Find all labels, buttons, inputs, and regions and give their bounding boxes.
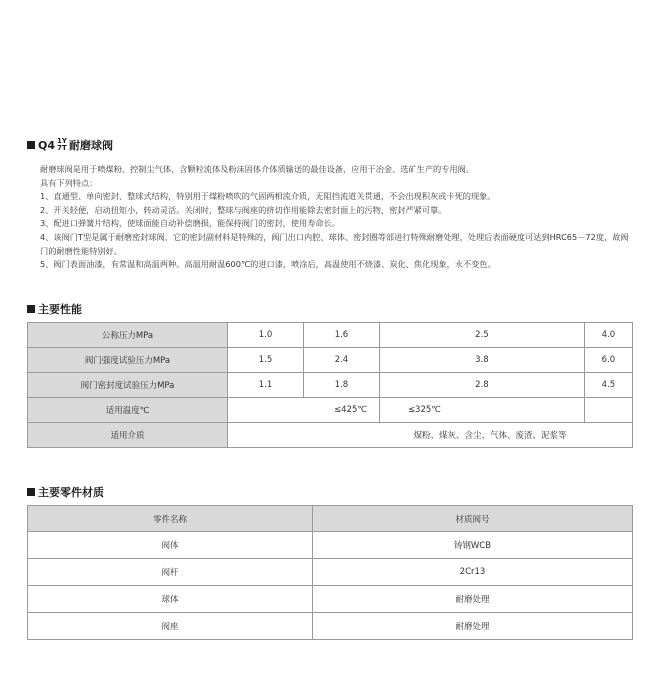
performance-table <box>27 322 633 448</box>
intro-text: 耐磨球阀是用于喷煤粉、控制尘气体、含颗粒流体及粉沫固体介体质输送的最佳设备，应用于冶金、选矿生产的专用阀。 <box>40 164 474 174</box>
table-cell: 1.0 <box>228 323 304 348</box>
table-row <box>28 323 633 348</box>
feature-item: 2、开关轻便，启动扭矩小，转动灵活。关闭时，整球与阀座的挤切作用能除去密封面上的污物，密封严紧可靠。 <box>40 204 447 215</box>
table-cell: 球体 <box>28 586 313 613</box>
table-row <box>28 613 633 640</box>
table-row <box>28 559 633 586</box>
table-cell: 1.5 <box>228 348 304 373</box>
table-cell: 2.8 <box>379 373 584 398</box>
table-cell: 耐磨处理 <box>313 613 633 640</box>
table-cell: 4.5 <box>584 373 632 398</box>
model-fraction <box>57 138 67 152</box>
valve-description <box>40 163 635 272</box>
table-cell: 1.8 <box>303 373 379 398</box>
table-row <box>28 373 633 398</box>
feature-item: 5、阀门表面油漆，有常温和高温两种。高温用耐温600℃的进口漆，喷涂后，高温使用不烧漆、炭化、焦化现象，永不变色。 <box>40 259 496 270</box>
table-cell: 6.0 <box>584 348 632 373</box>
performance-title: 主要性能 <box>38 303 82 316</box>
table-cell: 耐磨处理 <box>313 586 633 613</box>
table-cell: 2Cr13 <box>313 559 633 586</box>
valve-title: 耐磨球阀 <box>68 139 113 152</box>
table-header-row <box>28 506 633 532</box>
table-row <box>28 398 633 423</box>
row-label: 阀门强度试验压力MPa <box>28 348 228 373</box>
table-cell: 阀体 <box>28 532 313 559</box>
valve-section-title <box>27 137 113 153</box>
row-label: 适用介质 <box>28 423 228 448</box>
table-cell: 1.1 <box>228 373 304 398</box>
table-cell: ≤425℃ <box>228 398 380 423</box>
model-fraction-top: 1Y <box>57 137 67 145</box>
table-cell: 2.5 <box>379 323 584 348</box>
parts-section-title <box>27 484 104 500</box>
table-cell: 阀座 <box>28 613 313 640</box>
section-bullet-icon <box>27 141 35 149</box>
table-row <box>28 586 633 613</box>
model-prefix: Q4 <box>38 138 56 152</box>
table-row <box>28 423 633 448</box>
feature-item: 4、该阀门T型是属于耐磨密封球阀，它的密封副材料是特殊的，阀门出口内腔、球体、密封圈等部进行特殊耐磨处理，处理后表面硬度可达到HRC65－72度，故阀门的耐磨性能特别好。 <box>40 231 629 256</box>
table-cell: 4.0 <box>584 323 632 348</box>
table-cell <box>584 398 632 423</box>
table-cell: ≤325℃ <box>379 398 584 423</box>
row-label: 公称压力MPa <box>28 323 228 348</box>
table-cell: 3.8 <box>379 348 584 373</box>
feature-item: 3、配进口弹簧片结构，使球面能自动补偿磨损，能保持阀门的密封，使用寿命长。 <box>40 218 340 229</box>
feature-item: 1、直通型、单向密封、整球式结构，特别用于煤粉喷吹的气固两相流介质，无阻挡流道关贯通，不会出现积灰或卡死的现象。 <box>40 191 496 202</box>
section-bullet-icon <box>27 305 35 313</box>
parts-table <box>27 505 633 640</box>
column-header: 材质阀号 <box>313 506 633 532</box>
row-label: 阀门密封度试验压力MPa <box>28 373 228 398</box>
parts-title: 主要零件材质 <box>38 486 104 499</box>
table-row <box>28 532 633 559</box>
table-cell: 1.6 <box>303 323 379 348</box>
table-row <box>28 348 633 373</box>
column-header: 零件名称 <box>28 506 313 532</box>
table-cell: 2.4 <box>303 348 379 373</box>
table-cell: 煤粉、煤灰、含尘、气体、废渣、泥浆等 <box>228 423 633 448</box>
row-label: 适用温度℃ <box>28 398 228 423</box>
table-cell: 阀杆 <box>28 559 313 586</box>
features-heading: 具有下列特点： <box>40 177 98 188</box>
section-bullet-icon <box>27 488 35 496</box>
model-fraction-bottom: 7T <box>57 144 67 152</box>
performance-section-title <box>27 301 82 317</box>
table-cell: 铸钢WCB <box>313 532 633 559</box>
